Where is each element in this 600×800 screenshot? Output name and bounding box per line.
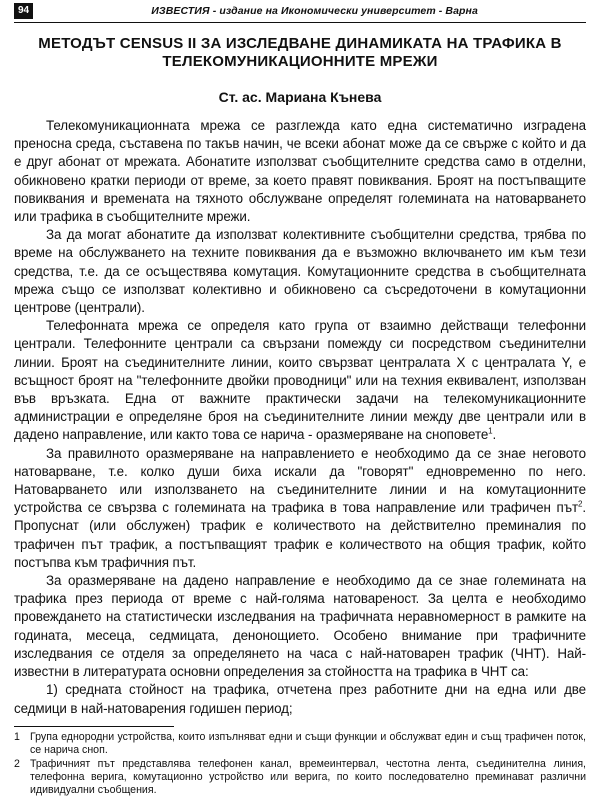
footnote-number: 2 bbox=[14, 757, 20, 770]
article-title: МЕТОДЪТ CENSUS II ЗА ИЗСЛЕДВАНЕ ДИНАМИКАТА НА ТРАФИКА В ТЕЛЕКОМУНИКАЦИОННИТЕ МРЕЖИ bbox=[38, 35, 562, 70]
paragraph-4-text: За правилното оразмеряване на направлението е необходимо да се знае неговото натоварване, т.е. колко души биха искали да "говорят" едновременно по него. Натоварването или използването на съединителните линии и на комутационните устройства се свързва с големината на трафика в това направление или трафичен път bbox=[14, 445, 586, 516]
paragraph-4 bbox=[14, 445, 586, 572]
paragraph-3-text: Телефонната мрежа се определя като група от взаимно действащи телефонни централи. Телефонните централи са свързани помежду си посредством съединителни линии. Броят на съединителните линии, които свързват централата X с централата Y, е всъщност броят на "телефонните двойки проводници" или на техния еквивалент, използван във връзката. Една от важните практически задачи на телекомуникационните администрации е определяне броя на съединителните линии между две централи или в дадено направление, или както това се нарича - оразмеряване на сноповете bbox=[14, 318, 586, 443]
running-head-text: ИЗВЕСТИЯ - издание на Икономически университет - Варна bbox=[151, 5, 478, 17]
paragraph-1: Телекомуникационната мрежа се разглежда като една систематично изградена преносна среда, съставена по такъв начин, че всеки абонат може да се свърже с който и да е друг абонат от мрежата. Абонатите използват съобщителните средства само в отделни, обикновено кратки периоди от време, за което правят повиквания. Броят на постъпващите повиквания и времената на тяхното обслужване определят големината на натоварването или трафика в съобщителните мрежи. bbox=[14, 118, 586, 225]
footnote-divider bbox=[14, 726, 174, 727]
paragraph-2: За да могат абонатите да използват колективните съобщителни средства, трябва по време на обслужването на техните повиквания да е възможно включването им към тези средства, т.е. да се осъществява комутация. Комутационните средства в съобщителната мрежа също се използват колективно и обикновено са съсредоточени в комутационни центрове (централи). bbox=[14, 227, 586, 316]
footnote-1 bbox=[14, 731, 586, 757]
paragraph-3: Телефонната мрежа се определя като група от взаимно действащи телефонни централи. Телефонните централи са свързани помежду си посредством съединителни линии. Броят на съединителните линии, които свързват централата X с централата Y, е всъщност броят на "телефонните двойки проводници" или на техния еквивалент, използван във връзката. Една от важните практически задачи на телекомуникационните администрации е определяне броя на съединителните линии между две централи или в дадено направление, или както това се нарича - оразмеряване на сноповете$^1$. bbox=[14, 318, 586, 443]
footnote-ref-1: 1 bbox=[488, 426, 493, 436]
page-number: 94 bbox=[14, 3, 33, 19]
paragraph-5: За оразмеряване на дадено направление е необходимо да се знае големината на трафика през периода от време с най-голяма натовареност. За целта е необходимо провеждането на статистически изследвания на трафичната неравномерност в рамките на годината, месеца, седмицата, денонощието. Особено внимание при трафичните изследвания се отделя за определянето на часа с най-натоварен трафик (ЧНТ). Най-известни в литературата основни определения за стойността на трафика в ЧНТ са: bbox=[14, 573, 586, 680]
running-header bbox=[14, 0, 586, 23]
footnote-ref-2: 2 bbox=[578, 499, 583, 509]
footnote-number: 1 bbox=[14, 730, 20, 743]
list-item-1: 1) средната стойност на трафика, отчетена през работните дни на една или две седмици в най-натоварения годишен период; bbox=[14, 682, 586, 716]
footnotes bbox=[14, 731, 586, 797]
article-author: Ст. ас. Мариана Кънева bbox=[218, 89, 382, 105]
footnote-text: Трафичният път представлява телефонен канал, времеинтервал, честотна лента, съединителна линия, телефонна верига, комутационно устройство или верига, по които последователно преминават различни идивидуални съобщения. bbox=[30, 757, 586, 796]
paragraph-4-tail: . Пропуснат (или обслужен) трафик е количеството на действително преминалия по трафичен път трафик, а постъпващият трафик е количеството на общия трафик, който постъпва към трафичния път. bbox=[14, 500, 586, 570]
footnote-2 bbox=[14, 758, 586, 797]
footnote-text: Група еднородни устройства, които изпълняват едни и същи функции и обслужват един и същ трафичен поток, се нарича сноп. bbox=[30, 730, 586, 756]
article-body bbox=[14, 117, 586, 718]
